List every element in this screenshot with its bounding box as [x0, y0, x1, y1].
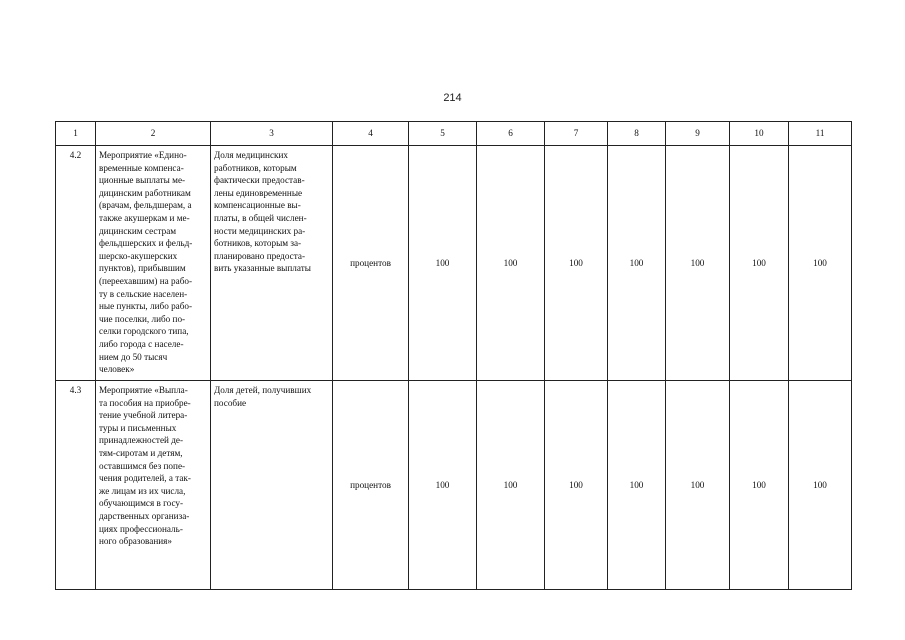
column-header-8: 8	[608, 122, 666, 146]
value-cell: 100	[608, 146, 666, 381]
column-header-11: 11	[789, 122, 852, 146]
value-cell: 100	[666, 381, 730, 590]
column-header-6: 6	[477, 122, 545, 146]
table-header-row	[56, 122, 852, 146]
value-cell: 100	[666, 146, 730, 381]
row-id: 4.3	[56, 381, 96, 590]
value-cell: 100	[545, 381, 608, 590]
indicator-description: Доля медицинских работников, которым фактически предостав- лены единовременные компенсационные вы- платы, в общей числен- ности медицинских ра- ботников, которым за- планировано предоста- вить указанные выплаты	[211, 146, 333, 381]
event-description: Мероприятие «Едино- временные компенса- ционные выплаты ме- дицинским работникам (врачам, фельдшерам, а также акушеркам и ме- дицинским сестрам фельдшерских и фельд- шерско-акушерских пунктов), прибывшим (переехавшим) на рабо- ту в сельские населен- ные пункты, либо рабо- чие поселки, либо по- селки городского типа, либо города с населе- нием до 50 тысяч человек»	[96, 146, 211, 381]
value-cell: 100	[409, 381, 477, 590]
column-header-1: 1	[56, 122, 96, 146]
indicator-description: Доля детей, получивших пособие	[211, 381, 333, 590]
column-header-5: 5	[409, 122, 477, 146]
page-number: 214	[443, 92, 462, 104]
value-cell: 100	[789, 381, 852, 590]
column-header-2: 2	[96, 122, 211, 146]
value-cell: 100	[730, 381, 789, 590]
row-id: 4.2	[56, 146, 96, 381]
value-cell: 100	[730, 146, 789, 381]
value-cell: 100	[409, 146, 477, 381]
value-cell: 100	[608, 381, 666, 590]
unit-cell: процентов	[333, 146, 409, 381]
table-row	[56, 381, 852, 590]
value-cell: 100	[477, 381, 545, 590]
column-header-7: 7	[545, 122, 608, 146]
value-cell: 100	[789, 146, 852, 381]
event-description: Мероприятие «Выпла- та пособия на приобре- тение учебной литера- туры и письменных принадлежностей де- тям-сиротам и детям, оставшимся без попе- чения родителей, а так- же лицам из их числа, обучающимся в госу- дарственных организа- циях профессиональ- ного образования»	[96, 381, 211, 590]
column-header-3: 3	[211, 122, 333, 146]
value-cell: 100	[545, 146, 608, 381]
column-header-10: 10	[730, 122, 789, 146]
column-header-9: 9	[666, 122, 730, 146]
indicators-table	[55, 121, 852, 590]
value-cell: 100	[477, 146, 545, 381]
column-header-4: 4	[333, 122, 409, 146]
unit-cell: процентов	[333, 381, 409, 590]
table-row	[56, 146, 852, 381]
